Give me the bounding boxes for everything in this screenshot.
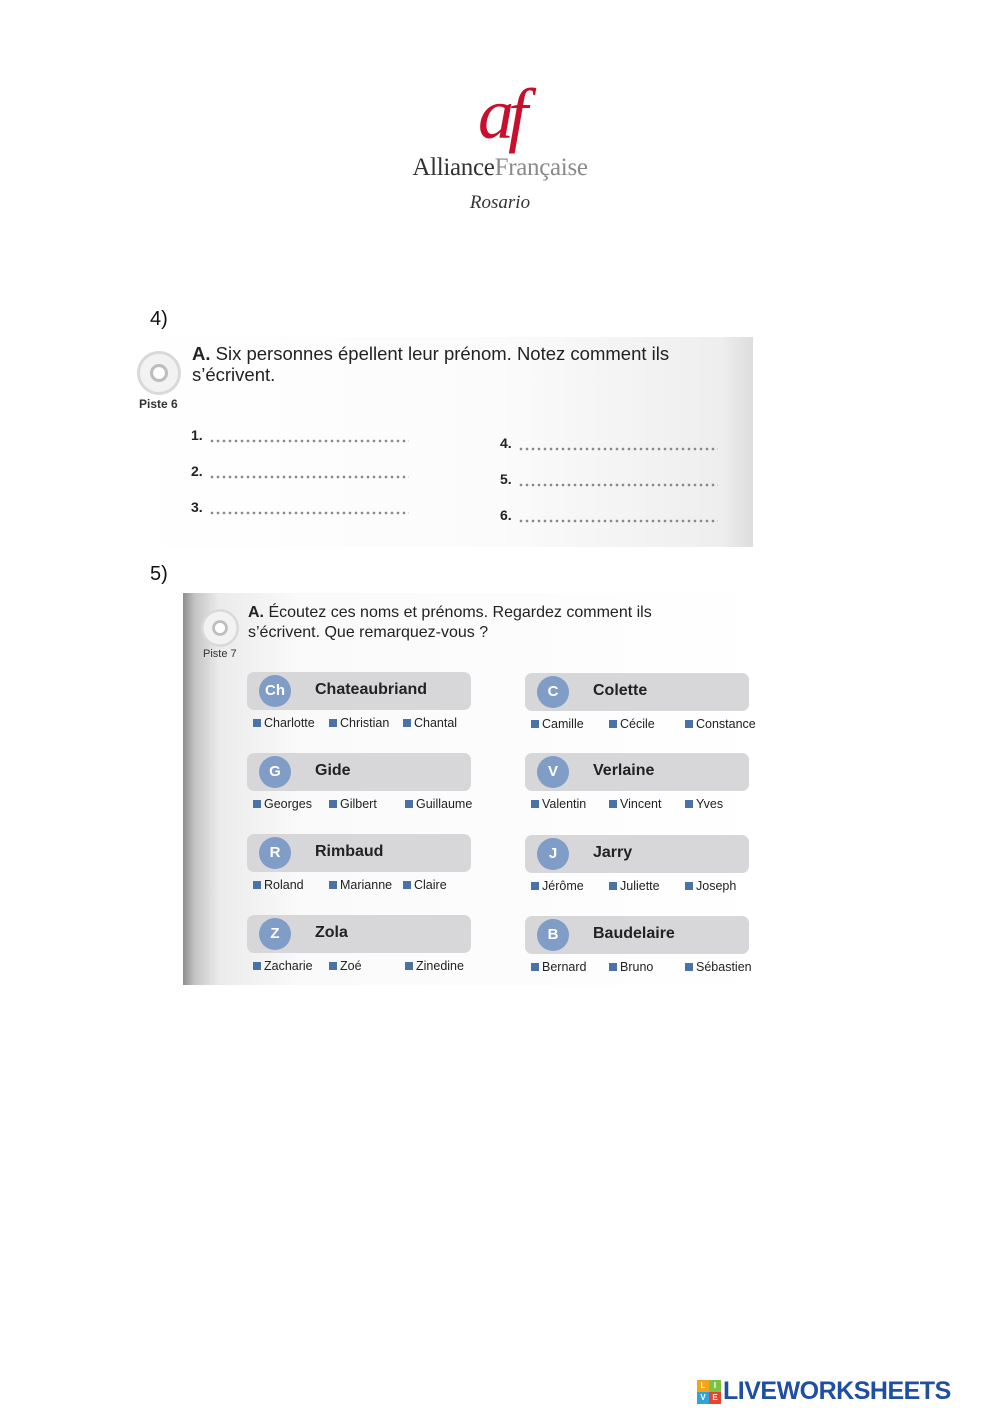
name-card	[247, 834, 473, 892]
bullet-square-icon	[609, 800, 617, 808]
first-name-text: Christian	[340, 716, 390, 730]
piste-label: Piste 6	[139, 397, 178, 411]
instruction-text: Six personnes épellent leur prénom. Notez comment ils s’écrivent.	[192, 343, 670, 385]
name-card	[525, 673, 756, 731]
name-card	[247, 672, 473, 730]
first-name	[531, 717, 584, 731]
first-name-text: Guillaume	[416, 797, 473, 811]
bullet-square-icon	[531, 800, 539, 808]
first-name	[253, 797, 312, 811]
first-name-text: Bruno	[620, 960, 654, 974]
badge-letter: V	[697, 1392, 709, 1404]
city-name: Rosario	[469, 192, 531, 213]
first-name-text: Charlotte	[264, 716, 315, 730]
badge-letter: I	[709, 1380, 721, 1392]
bullet-square-icon	[531, 882, 539, 890]
exercise-4-scan	[127, 337, 753, 547]
bullet-square-icon	[329, 800, 337, 808]
dotted-answer-field[interactable]	[518, 443, 718, 451]
name-card	[247, 753, 473, 811]
card-first-names	[253, 716, 483, 732]
answer-line-5[interactable]	[500, 471, 718, 487]
name-card	[247, 915, 473, 973]
first-name-text: Marianne	[340, 878, 393, 892]
card-surname: Baudelaire	[593, 925, 675, 942]
bullet-square-icon	[403, 881, 411, 889]
bullet-square-icon	[685, 882, 693, 890]
first-name-text: Cécile	[620, 717, 655, 731]
first-name	[329, 878, 392, 892]
bullet-square-icon	[609, 720, 617, 728]
first-name-text: Zacharie	[264, 959, 313, 973]
dotted-answer-field[interactable]	[518, 479, 718, 487]
question-4-number: 4)	[150, 308, 168, 330]
card-surname: Verlaine	[593, 762, 655, 779]
first-name	[531, 879, 584, 893]
dotted-answer-field[interactable]	[209, 507, 409, 515]
alliance-francaise-logo	[390, 74, 610, 214]
first-name-text: Gilbert	[340, 797, 377, 811]
first-name	[685, 797, 723, 811]
first-name-text: Joseph	[696, 879, 737, 893]
instruction-prefix: A.	[248, 604, 264, 621]
exercise-5-scan	[183, 593, 773, 985]
answer-line-number: 6.	[500, 507, 512, 523]
answer-line-number: 2.	[191, 463, 203, 479]
bullet-square-icon	[253, 800, 261, 808]
instruction-text: Écoutez ces noms et prénoms. Regardez comment ils s’écrivent. Que remarquez-vous ?	[248, 604, 652, 641]
dotted-answer-field[interactable]	[209, 435, 409, 443]
first-name	[405, 797, 472, 811]
answer-line-number: 5.	[500, 471, 512, 487]
dotted-answer-field[interactable]	[209, 471, 409, 479]
answer-line-1[interactable]	[191, 427, 409, 443]
letter-circle: B	[537, 919, 569, 951]
card-first-names	[531, 717, 761, 733]
letter-circle: J	[537, 838, 569, 870]
exercise-5-instruction	[248, 603, 728, 643]
bullet-square-icon	[531, 963, 539, 971]
bullet-square-icon	[253, 962, 261, 970]
first-name-text: Claire	[414, 878, 447, 892]
answer-line-number: 4.	[500, 435, 512, 451]
dotted-answer-field[interactable]	[518, 515, 718, 523]
question-5-number: 5)	[150, 563, 168, 585]
audio-cd-icon	[201, 609, 239, 647]
first-name	[609, 717, 655, 731]
first-name-text: Camille	[542, 717, 584, 731]
brand-name-francaise: Française	[494, 154, 588, 181]
first-name-text: Chantal	[414, 716, 458, 730]
letter-circle: Ch	[259, 675, 291, 707]
first-name	[329, 716, 389, 730]
bullet-square-icon	[329, 719, 337, 727]
first-name	[253, 959, 313, 973]
letter-circle: V	[537, 756, 569, 788]
answer-line-number: 3.	[191, 499, 203, 515]
card-first-names	[531, 960, 761, 976]
bullet-square-icon	[685, 720, 693, 728]
exercise-4-instruction	[192, 343, 752, 385]
card-first-names	[253, 878, 483, 894]
answer-line-6[interactable]	[500, 507, 718, 523]
liveworksheets-badge-icon	[697, 1380, 721, 1404]
badge-letter: E	[709, 1392, 721, 1404]
first-name-text: Juliette	[620, 879, 660, 893]
first-name	[253, 716, 315, 730]
bullet-square-icon	[253, 881, 261, 889]
first-name-text: Zinedine	[416, 959, 464, 973]
letter-circle: C	[537, 676, 569, 708]
first-name	[531, 797, 586, 811]
card-first-names	[531, 879, 761, 895]
first-name	[329, 959, 362, 973]
badge-letter: L	[697, 1380, 709, 1392]
bullet-square-icon	[329, 962, 337, 970]
first-name-text: Bernard	[542, 960, 587, 974]
first-name	[403, 878, 447, 892]
bullet-square-icon	[609, 963, 617, 971]
answer-line-2[interactable]	[191, 463, 409, 479]
answer-line-3[interactable]	[191, 499, 409, 515]
first-name	[685, 717, 756, 731]
name-card	[525, 753, 751, 811]
first-name-text: Vincent	[620, 797, 662, 811]
first-name-text: Jérôme	[542, 879, 584, 893]
first-name	[405, 959, 464, 973]
audio-cd-icon	[137, 351, 181, 395]
first-name-text: Roland	[264, 878, 304, 892]
card-surname: Gide	[315, 762, 351, 779]
instruction-prefix: A.	[192, 343, 211, 364]
answer-line-number: 1.	[191, 427, 203, 443]
first-name-text: Zoé	[340, 959, 362, 973]
brand-name	[390, 154, 610, 182]
first-name	[685, 960, 752, 974]
first-name	[685, 879, 736, 893]
letter-circle: Z	[259, 918, 291, 950]
first-name	[531, 960, 586, 974]
first-name	[329, 797, 377, 811]
letter-circle: G	[259, 756, 291, 788]
card-first-names	[531, 797, 761, 813]
answer-line-4[interactable]	[500, 435, 718, 451]
first-name	[609, 879, 660, 893]
liveworksheets-wordmark: LIVEWORKSHEETS	[723, 1377, 951, 1405]
card-surname: Jarry	[593, 844, 633, 861]
bullet-square-icon	[609, 882, 617, 890]
first-name	[609, 960, 653, 974]
name-card	[525, 916, 752, 974]
card-first-names	[253, 959, 483, 975]
bullet-square-icon	[253, 719, 261, 727]
card-surname: Colette	[593, 682, 648, 699]
card-first-names	[253, 797, 483, 813]
bullet-square-icon	[405, 962, 413, 970]
card-surname: Rimbaud	[315, 843, 384, 860]
first-name-text: Georges	[264, 797, 312, 811]
first-name	[253, 878, 304, 892]
first-name	[609, 797, 661, 811]
first-name-text: Constance	[696, 717, 756, 731]
name-card	[525, 835, 751, 893]
piste-label: Piste 7	[203, 648, 237, 660]
bullet-square-icon	[329, 881, 337, 889]
bullet-square-icon	[685, 800, 693, 808]
liveworksheets-footer	[697, 1377, 951, 1406]
first-name-text: Sébastien	[696, 960, 752, 974]
bullet-square-icon	[685, 963, 693, 971]
letter-circle: R	[259, 837, 291, 869]
bullet-square-icon	[403, 719, 411, 727]
first-name-text: Valentin	[542, 797, 587, 811]
card-surname: Chateaubriand	[315, 681, 428, 698]
bullet-square-icon	[531, 720, 539, 728]
af-logo-mark: af	[477, 74, 522, 154]
first-name-text: Yves	[696, 797, 724, 811]
bullet-square-icon	[405, 800, 413, 808]
card-surname: Zola	[315, 924, 348, 941]
first-name	[403, 716, 457, 730]
brand-name-alliance: Alliance	[412, 154, 495, 181]
